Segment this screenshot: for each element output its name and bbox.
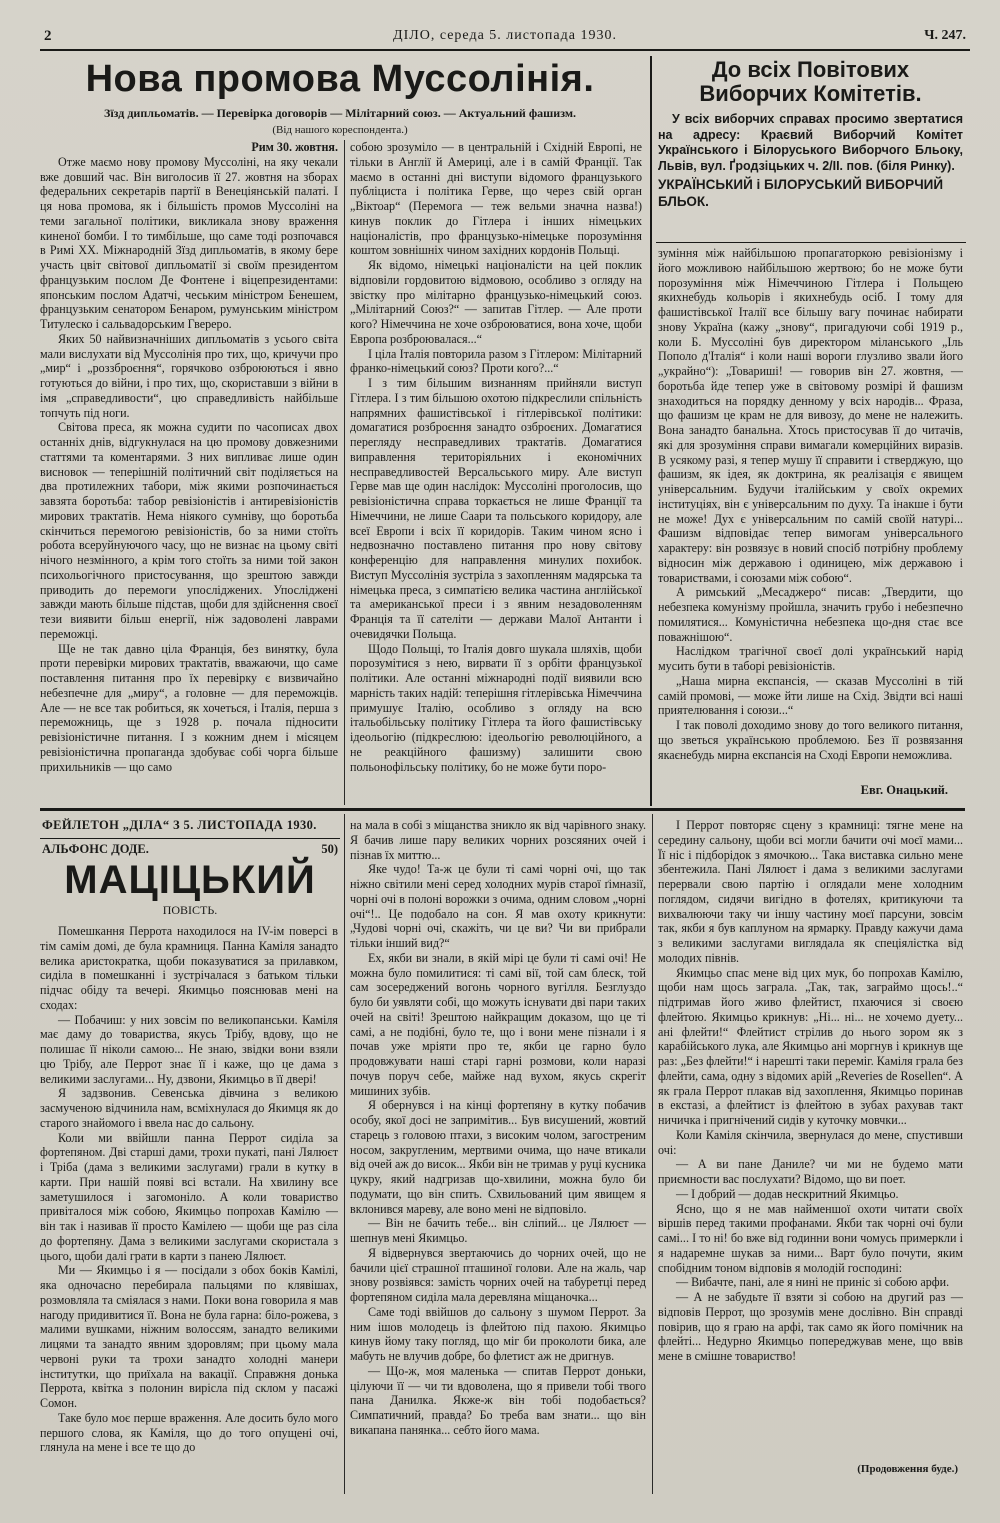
article-paragraph: І з тим більшим визнанням прийняли виступ Гітлера. І з тим більшою охотою підкреслили спільність напрямних фашистівської і гітлерівської політики: домагатися розброєння занадто озброєних. Домагатися перегляду несправедливих трактатів. Домагатися виправлення територіяльних і економічних несправедливостей Версальського миру. Але виступ Герве мав ще один наслідок: Муссоліні проголосив, що ревізіоністична справа торкається не лише Франції та Німеччини, не лише Саари та польського коридору, але всеї Европи і всіх її коридорів. Таким чином ясно і недвозначно поставлено питання про нову світову конференцію для направлення минулих похибок. Виступ Муссолінія зустріла з захопленням мадярська та німецька преса, з симпатією велика частина англійської та американської преси і з явним незадоволенням Франція та її сателіти — держави Малої Антанти і очевидячки Польща. — [350, 376, 642, 641]
article-paragraph: зуміння між найбільшою пропагаторкою ревізіонізму і його можливою найбільшою жертвою; бо не може бути порозуміння між Німеччиною Гітлера і Польщею якихнебудь кольорів і якихнебудь осіб. І тому для фашистівської Італії все більшу вагу починає набирати знову Україна (кажу „знову“, пригадуючи собі 1919 р., коли Б. Муссоліні був директором міланського „Іль Пополо д'Італія“ і коли наші вороги глузливо звали його „украйно“): „Товариші! — говорив він 27. жовтня, — боротьба йде тепер уже в світовому розмірі й фашизм знаходиться на порядку денному у всіх народів... Фраза, що фашизм це крам не для вивозу, до мене не належить. Вона занадто банальна. Хтось пристосував її до читачів, які для зрозуміння справи вимагали комерційних виразів. В усякому разі, я тепер мушу її справити і стверджую, що фашизм, як ідея, як доктрина, як реалізація є явищем універсальним. Будучи італійським у своїх окремих інституціях, він є універсальним по духу. Та інакше і бути не може! Дух є універсальним по самій своїй натурі... Фашизм відповідає тепер вимогам універсального характеру: він розвязує в новий спосіб потрібну проблему відносин між державою і одиницею, між державою і товариствами, і союзами між собою“. — [658, 246, 963, 585]
issue-number: Ч. 247. — [924, 28, 966, 43]
feuilleton-column-3 — [658, 818, 963, 1458]
notice-title: Виборчих Комітетів. — [699, 81, 922, 106]
article-column-3 — [658, 246, 963, 768]
notice-signature: УКРАЇНСЬКИЙ і БІЛОРУСЬКИЙ ВИБОРЧИЙ БЛЬОК. — [658, 177, 944, 209]
feuilleton-installment: 50) — [321, 842, 338, 856]
article-paragraph: Ще не так давно ціла Франція, без винятку, була проти перевірки мирових трактатів, вважаючи, що саме поставлення питання про їх перевірку є визвичайно небезпечне для „миру“, а головне — для переможців. Але — не все так робиться, як хочеться, і Італія, перша з переможниць, ще з 1928 р. почала підносити ревізіоністичне питання. І з кожним днем і місяцем ревізіоністична пропаганда здобуває собі чорга більше прихильників — що само — [40, 641, 338, 774]
article-paragraph: Як відомо, німецькі націоналісти на цей поклик відповіли гордовитою відмовою, особливо з огляду на звістку про мілітарно французько-німецький союз. „Мілітарний Союз?“ — запитав Гітлер. — Але проти кого? Німеччина не хоче озброюватися, вона хоче, щоби Европа розброювалася...“ — [350, 258, 642, 346]
page-number: 2 — [44, 28, 52, 44]
story-paragraph: Я обернувся і на кінці фортепяну в кутку побачив особу, якої досі не запримітив... Був висушений, жовтий старець з головою птахи, з високим чолом, загостреним носом, закругленим, мертвими очима, що наче втикали від очей аж до висок... Якби він не тримав у руці кусника цукру, який надгризав що-хвилини, можна було би подумати, що він спить. Схвильований цим явищем я вклонився мареву, але воно мені не відповіло. — [350, 1098, 646, 1216]
article-paragraph: І так поволі доходимо знову до того великого питання, що зветься українською проблемою. Без її розвязання якаєнебудь мирна експансія на Сході Европи неможлива. — [658, 718, 963, 762]
column-divider — [344, 814, 345, 1494]
story-paragraph: Яке чудо! Та-ж це були ті самі чорні очі, що так ніжно світили мені серед холодних мурів старої ґімназії, чорні очі в полоні ворожки з очима, одним словом „чорні очі“!.. Це подобало на сон. Я мав охоту крикнути: „Чудові чорні очі, скажіть, чи це ви? Чи ви прибрали тільки інший вид?“ — [350, 862, 646, 950]
article-author: Евг. Онацький. — [860, 783, 948, 797]
article-paragraph: Яких 50 найвизначніших дипльоматів з усього світа мали вислухати від Муссолінія про тих, що, кричучи про „мир“ і „роззброєння“, горячково озброюються і явно готуються до війни, і про тих, що, скориставши з війни в імя „справедливости“, цю справедливість найбільше топчуть під ноги. — [40, 331, 338, 420]
column-divider — [344, 140, 345, 805]
story-paragraph: — А не забудьте її взяти зі собою на другий раз — відповів Перрот, що зрозумів мене дослівно. Він справді повірив, що я граю на арфі, так само як його помічник на флейті... Недурно Якимцьо попереджував мене, що ввів мене в смішне товариство! — [658, 1290, 963, 1363]
feuilleton-column-2 — [350, 818, 646, 1490]
article-paragraph: Щодо Польщі, то Італія довго шукала шляхів, щоби порозумітися з нею, вирвати її з орбіти французької політики. Але останні міжнародні події виявили всю марність таких надій: теперішня гітлерівська Німеччина примушує Італію, особливо з огляду на всю італьобільську політику Гітлера та його фашистівську ідеольогію (підкреслюю: ідеольогію революційного, а не реакційного фашизму) залишити свою польонофільську політику, бо не може бути поро- — [350, 641, 642, 774]
notice-rule — [656, 242, 966, 243]
article-paragraph: „Наша мирна експансія, — сказав Муссоліні в тій самій промові, — може йти лише на Схід. Звідти всі наші приятелювання і союзи...“ — [658, 673, 963, 718]
story-paragraph: Саме тоді ввійшов до сальону з шумом Перрот. За ним ішов молодець із флейтою під пахою. Якимцьо кинув йому таку погляд, що мiг би проколоти бика, але мабуть не влучив добре, бо флетист аж не дригнув. — [350, 1304, 646, 1363]
story-paragraph: — І добрий — додав нескритний Якимцьо. — [676, 1186, 899, 1201]
feuilleton-subtitle: ПОВІСТЬ. — [162, 903, 218, 917]
feuilleton-header: ФЕЙЛЕТОН „ДІЛА“ З 5. ЛИСТОПАДА 1930. — [42, 818, 317, 832]
story-paragraph: Я відвернувся звертаючись до чорних очей, що не бачили цієї страшної пташиної голови. Але на жаль, чар знову розвіявся: замість чорних очей на табуретці перед фортепяном сиділа мала деревляна міщаночка... — [350, 1245, 646, 1304]
continued-note: (Продовження буде.) — [857, 1463, 958, 1475]
header-rule — [40, 49, 970, 51]
notice-body: У всіх виборчих справах просимо звертатися на адресу: Краєвий Виборчий Комітет Українського і Білоруського Виборчого Бльоку, Львів, вул. Ґродзіцьких ч. 2/II. пов. (біля Ринку). — [658, 112, 963, 173]
article-title: Нова промова Муссолінія. — [85, 58, 595, 100]
feuilleton-author: АЛЬФОНС ДОДЕ. — [42, 842, 149, 856]
story-paragraph: Ясно, що я не мав найменшої охоти читати своїх віршів перед такими профанами. Якби так чорні очі були самі... І то ні! бо вже від годинни вони чомусь примеркли і я надаремне шукав за ними... Варт було почути, яким спобідним тоном відповів я молодій господині: — [658, 1201, 963, 1275]
column-divider — [650, 56, 652, 806]
story-paragraph: Ми — Якимцьо і я — посідали з обох боків Камілі, яка одночасно перебирала пальцями по клявішах, розмовляла та сміялася з нами. Поки вона говорила я мав нагоду придивитися її. Вона не була гарна: біло-рожева, з малими вушками, ніжним волоссям, занадто великими лицями та занадто явним здоровлям; при цьому мала червоні руки та трохи занадто холодні манери інститутки, що приїхала на вакації. Справжня донька Перрота, квітка з полонин вирісла під склом у пасажі Сомон. — [40, 1263, 338, 1410]
article-paragraph: Отже маємо нову промову Муссоліні, на яку чекали вже довший час. Він виголосив її 27. жовтня на зборах федеральних секретарів партії в Венеціянській палаті. І ця нова промова, як і більшість промов Муссоліні на теми загальної політики, викликала знову враження киненої бомби. І то тимбільше, що саме тоді розпочався в Римі XX. Міжнародній Зїзд дипльоматів, в якому бере участь цвіт світової дипльоматії зі своїм президентом французьким послом Де Фонтене і віцепрезидентами: японським послом Адатчі, чеським міністром Бенешем, французьким сенатором Бенаром, румунським міністром Титулеско і сальвадорським Гвереро. — [40, 154, 338, 331]
article-source: (Від нашого кореспондента.) — [272, 124, 408, 136]
story-paragraph: — А ви пане Даниле? чи ми не будемо мати приємности вас послухати? Відомо, що ви поет. — [658, 1157, 963, 1186]
feuilleton-title: МАЦІЦЬКИЙ — [64, 858, 316, 902]
feuilleton-column-1 — [40, 924, 338, 1487]
article-column-2 — [350, 140, 642, 805]
page-header — [40, 28, 970, 50]
article-paragraph: Світова преса, як можна судити по часописах двох останніх днів, відгукнулася на цю промову довжезними статтями та коментарями. З них випливає лише один висновок — теперішній політичний світ поділяється на два протилежних табори, між якими розпочинається завзята боротьба: табор ревізіоністів і антиревізіоністів мирових трактатів. Нема ніякого сумніву, що боротьба скінчиться перемогою ревізіоністів, бо за ними стоїть робота всеруйнуючого часу, що не визнає на цьому світі нічого незмінного, а крім того стоїть за ними той закон психольогічного пристосування, що зрештою завжди приводить до перемоги упосліджених. Упосліджені завжди мають більше підстав, щоби для здійснення своєї тези виявити більш енергії, ніж задоволені лаврами переможці. — [40, 420, 338, 641]
feuilleton-header-rule — [40, 838, 340, 839]
article-paragraph: А римський „Месаджеро“ писав: „Твердити, що небезпека комунізму пройшла, значить грубо і небезпечно помилятися... Комуністична небезпека що-дня стає все поважнішою“. — [658, 585, 963, 644]
story-paragraph: Таке було моє перше враження. Але досить було мого першого слова, як Каміля, що до того опущені очі, глянула на мене і все те що до — [40, 1410, 338, 1455]
story-paragraph: Ех, якби ви знали, в якій мірі це були ті самі очі! Не можна було помилитися: ті самі вії, той сам блеск, той сам зосереджений вогонь чорного вугілля. Безглуздо було би уявляти собі, що можуть існувати дві пари таких очей на світі! Зрештою найкращим доказом, що це ті самі, а не подібні, було те, що і вони мене пізнали і я почав уже мріяти про те, якби це гарно було продовжувати наші старі гарні розмови, коли наразі почув поруч себе, майже над вухом, якусь скрегіт мишиних зубів. — [350, 950, 646, 1098]
article-paragraph: І ціла Італія повторила разом з Гітлером: Мілітарний франко-німецький союз? Проти кого?...“ — [350, 346, 642, 376]
story-paragraph: — Побачиш: у них зовсім по великопанськи. Каміля має даму до товариства, якусь Трібу, вдову, що не полишає її ніколи самою... Не знаю, звідки вони взяли цю Трібу, але Перрот знає її і каже, що це дама з великими заслугами... Ну, дзвони, Якимцьо в її двері! — [40, 1012, 338, 1086]
story-paragraph: — Він не бачить тебе... він сліпий... це Лялюєт — шепнув мені Якимцьо. — [350, 1216, 646, 1245]
section-rule — [40, 808, 965, 811]
story-paragraph: на мала в собі з міщанства зникло як від чарівного знаку. Я бачив лише пару великих чорних розсяяних очей і пізнав їх миттю... — [350, 818, 646, 862]
story-paragraph: — Що-ж, моя маленька — спитав Перрот доньки, цілуючи її — чи ти вдоволена, що я привели тобі твого пана Данилка. Якже-ж він тобі подобається? Симпатичний, правда? Бо треба вам знати... що він викапана панянка... себто його мама. — [350, 1363, 646, 1437]
story-paragraph: Якимцьо спас мене від цих мук, бо попрохав Камілю, щоби нам щось заграла. „Так, так, заграймо щось!..“ підтримав його живо флейтист, пхаючися зі своєю флейтою. Якимцьо крикнув: „Ні... ні... не хочемо дуету... ані флейти!“ Флейтист стрілив до нього зором як з карабійського лука, але Якимцьо ані моргнув і крикнув ще раз: „Без флейти!“ і нарешті таки переміг. Каміля грала без флейти, сама, одну з відомих арій „Reveries de Rosellen“. А як грала Перрот плакав від захоплення, Якимцьо поринав в екстазі, а флейтист із флейтою в зубах рахував такт ничичка і пригнічений сидів у куточку мовчки... — [658, 965, 963, 1127]
feuilleton-byline — [42, 842, 338, 858]
story-paragraph: Коли Каміля скінчила, звернулася до мене, спустивши очі: — [658, 1127, 963, 1157]
article-subtitle: Зїзд дипльоматів. — Перевірка договорів — Мілітарний союз. — Актуальний фашизм. — [103, 106, 577, 120]
article-paragraph: Наслідком трагічної своєї долі український нарід мусить бути в таборі ревізіоністів. — [658, 644, 963, 673]
story-paragraph: І Перрот повторяє сцену з крамниці: тягне мене на середину сальону, щоби всі могли бачити очі моєї мами... Її ніс і підборідок з ямочкою... Така виставка сильно мене збентежила. Пані Лялюєт і дама з великими заслугами перервали свою партію і оглядали мене холодним поглядом, сидячи вигідно в фотелях, критикуючи та вихвалюючи таку чи іншу частину моєї парсуни, зовсім так, якби я був каплуном на ярмарку. Правду кажучи дама з великими заслугами виглядала як спеціялістка від молодих півнів. — [658, 818, 963, 965]
story-paragraph: Помешкання Перрота находилося на IV-ім поверсі в тім самім домі, де була крамниця. Панна Каміля занадто велика аристократка, щоби показуватися за прилавком, сиділа в помешканні і зустрічалася з батьком тільки підчас обіду та вечері. Якимцьо пояснював мені на сходах: — [40, 924, 338, 1012]
story-paragraph: Коли ми ввійшли панна Перрот сиділа за фортепяном. Дві старші дами, трохи пукаті, пані Лялюєт і Тріба (дама з великими заслугами) грали в кутку в карти. При нашій появі всі встали. На хвилину все заметушилося і загомоніло. А коли товариство привіталося між собою, Якимцьо попрохав Камілю — він так і називав її просто Камілею — щоби ще раз сіла до фортепяну. Дама з великими заслугами скористала з цього, щоби далі грати в карти з панею Лялюєт. — [40, 1130, 338, 1263]
story-paragraph: Я задзвонив. Севенська дівчина з великою засмученою відчинила нам, всміхнулася до Якимця як до старого знайомого і ввела нас до сальону. — [40, 1086, 338, 1130]
column-divider — [652, 814, 653, 1494]
article-column-1 — [40, 140, 338, 805]
story-paragraph: — Вибачте, пані, але я нині не приніс зі собою арфи. — [676, 1275, 950, 1290]
notice-title: До всіх Повітових — [711, 57, 910, 82]
article-paragraph: собою зрозуміло — в центральній і Східній Европі, не тільки в Англії й Америці, але і в самій Франції. Так маємо в останні дні виступи відомого французького публіциста і політика Герве, що через свій орган „Віктоар“ (Перемога — теж вельми значна назва!) кинув поклик до Гітлера і інших німецьких націоналістів, про французько-німецьке порозуміння коштом зовнішніх чином західних кордонів Польщі. — [350, 140, 642, 258]
election-notice — [658, 58, 963, 238]
article-dateline: Рим 30. жовтня. — [251, 140, 338, 154]
paper-dateline: ДІЛО, середа 5. листопада 1930. — [393, 28, 617, 43]
